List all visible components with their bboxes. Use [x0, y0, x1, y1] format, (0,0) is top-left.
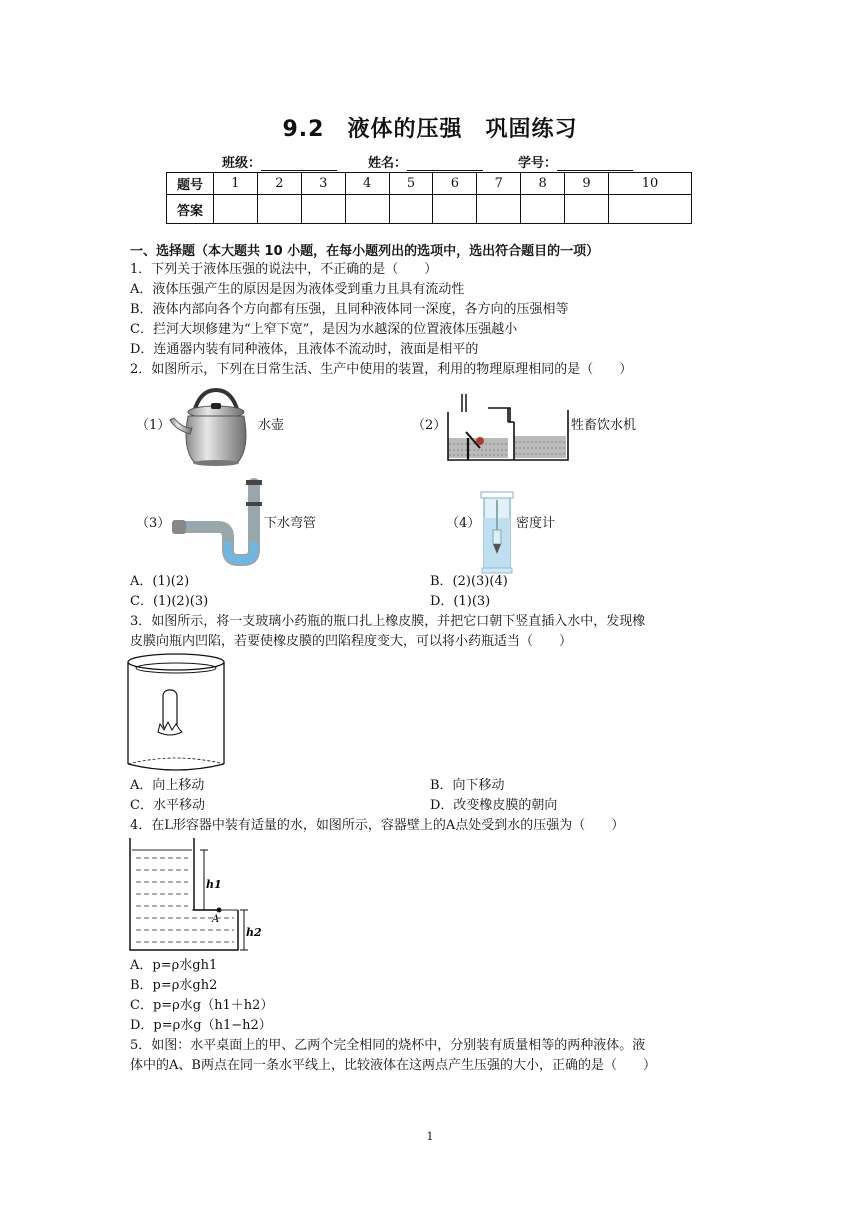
answer-cell[interactable]: [257, 195, 301, 224]
qnum-8: 8: [521, 173, 565, 195]
row-header-answer: 答案: [167, 195, 214, 224]
hydrometer-figure: [480, 488, 514, 574]
q2-option-a: A．(1)(2): [130, 574, 190, 589]
q3-option-c: C．水平移动: [130, 798, 205, 813]
answer-cell[interactable]: [301, 195, 345, 224]
livestock-drinker-figure: [446, 392, 570, 464]
answer-cell[interactable]: [565, 195, 609, 224]
page-number: 1: [426, 1130, 434, 1143]
qnum-9: 9: [565, 173, 609, 195]
q1-stem: 1．下列关于液体压强的说法中，不正确的是（ ）: [130, 262, 438, 277]
q2-option-c: C．(1)(2)(3): [130, 594, 209, 609]
qnum-10: 10: [609, 173, 692, 195]
name-field: [368, 152, 483, 171]
medicine-bottle-figure: [124, 652, 228, 776]
label-point-a: A: [212, 914, 220, 925]
fig4-number: （4）: [446, 516, 481, 531]
q1-option-b: B．液体内部向各个方向都有压强，且同种液体同一深度，各方向的压强相等: [130, 302, 569, 317]
class-blank[interactable]: [261, 158, 337, 171]
row-header-number: 题号: [167, 173, 214, 195]
fig2-number: （2）: [412, 418, 447, 433]
question-number-row: [167, 173, 692, 195]
class-field: [222, 152, 337, 171]
qnum-7: 7: [477, 173, 521, 195]
answer-cell[interactable]: [214, 195, 258, 224]
fig2-label: 牲畜饮水机: [571, 418, 637, 433]
answer-cell[interactable]: [477, 195, 521, 224]
section-title: 一、选择题（本大题共 10 小题，在每小题列出的选项中，选出符合题目的一项）: [130, 244, 600, 259]
q1-option-c: C．拦河大坝修建为“上窄下宽”，是因为水越深的位置液体压强越小: [130, 322, 518, 337]
answer-cell[interactable]: [521, 195, 565, 224]
q4-option-b: B．p=ρ水gh2: [130, 978, 218, 993]
fig1-number: （1）: [136, 418, 171, 433]
page-title: 9.2 液体的压强 巩固练习: [282, 117, 578, 142]
label-h1: h1: [206, 878, 222, 891]
drain-trap-figure: [168, 474, 264, 570]
q1-option-a: A．液体压强产生的原因是因为液体受到重力且具有流动性: [130, 282, 465, 297]
qnum-3: 3: [301, 173, 345, 195]
student-id-field: [518, 152, 633, 171]
kettle-figure: [164, 386, 260, 468]
answer-cell[interactable]: [609, 195, 692, 224]
l-shaped-container-figure: [124, 836, 264, 954]
answer-row: [167, 195, 692, 224]
q5-stem-line1: 5．如图：水平桌面上的甲、乙两个完全相同的烧杯中，分别装有质量相等的两种液体。液: [130, 1038, 646, 1053]
answer-cell[interactable]: [345, 195, 389, 224]
answer-table: [166, 172, 692, 224]
q3-stem-line2: 皮膜向瓶内凹陷，若要使橡皮膜的凹陷程度变大，可以将小药瓶适当（ ）: [130, 634, 573, 649]
fig3-label: 下水弯管: [264, 516, 317, 531]
fig4-label: 密度计: [516, 516, 556, 531]
fig1-label: 水壶: [258, 418, 285, 433]
qnum-4: 4: [345, 173, 389, 195]
q3-option-a: A．向上移动: [130, 778, 205, 793]
q3-stem-line1: 3．如图所示，将一支玻璃小药瓶的瓶口扎上橡皮膜，并把它口朝下竖直插入水中，发现橡: [130, 614, 646, 629]
q5-stem-line2: 体中的A、B两点在同一条水平线上，比较液体在这两点产生压强的大小，正确的是（ ）: [130, 1058, 656, 1073]
qnum-1: 1: [214, 173, 258, 195]
student-id-label: 学号：: [518, 156, 558, 171]
q2-option-b: B．(2)(3)(4): [430, 574, 508, 589]
name-label: 姓名：: [368, 156, 408, 171]
label-h2: h2: [246, 926, 262, 939]
q3-option-d: D．改变橡皮膜的朝向: [430, 798, 558, 813]
qnum-5: 5: [389, 173, 433, 195]
student-id-blank[interactable]: [557, 158, 633, 171]
qnum-6: 6: [433, 173, 477, 195]
q2-stem: 2．如图所示，下列在日常生活、生产中使用的装置，利用的物理原理相同的是（ ）: [130, 362, 633, 377]
answer-cell[interactable]: [433, 195, 477, 224]
class-label: 班级：: [222, 156, 262, 171]
fig3-number: （3）: [136, 516, 171, 531]
name-blank[interactable]: [407, 158, 483, 171]
q1-option-d: D．连通器内装有同种液体，且液体不流动时，液面是相平的: [130, 342, 479, 357]
qnum-2: 2: [257, 173, 301, 195]
answer-cell[interactable]: [389, 195, 433, 224]
q2-option-d: D．(1)(3): [430, 594, 491, 609]
q4-stem: 4．在L形容器中装有适量的水，如图所示，容器壁上的A点处受到水的压强为（ ）: [130, 818, 625, 833]
q3-option-b: B．向下移动: [430, 778, 505, 793]
q4-option-d: D．p=ρ水g（h1−h2）: [130, 1018, 272, 1033]
q4-option-a: A．p=ρ水gh1: [130, 958, 218, 973]
q4-option-c: C．p=ρ水g（h1＋h2）: [130, 998, 274, 1013]
